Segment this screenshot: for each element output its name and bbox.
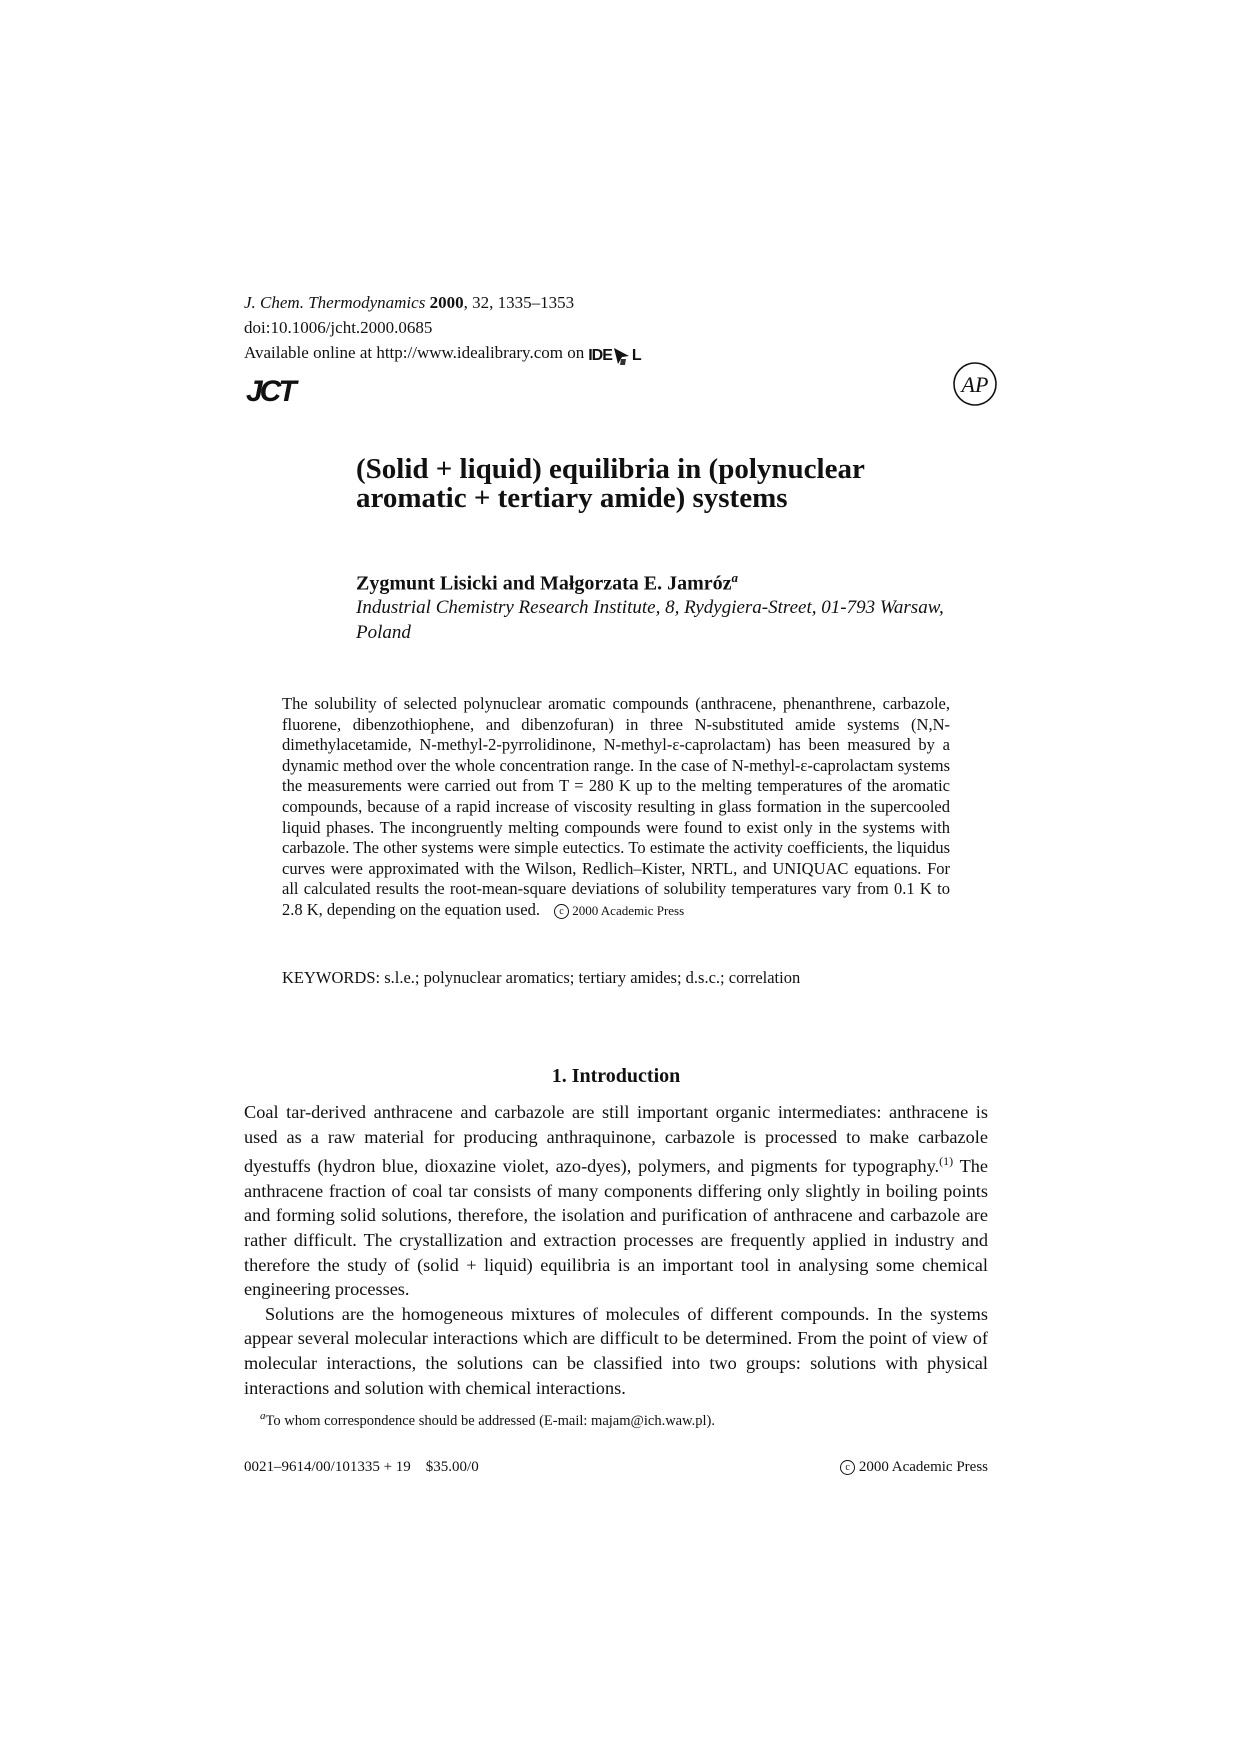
citation-ref[interactable]: (1): [939, 1154, 954, 1169]
footnote-text: To whom correspondence should be addressed (E-mail: majam@ich.waw.pl).: [265, 1412, 715, 1429]
availability-line: [244, 340, 641, 368]
availability-text[interactable]: Available online at http://www.idealibrary.com on: [244, 343, 585, 362]
keywords: KEYWORDS: s.l.e.; polynuclear aromatics; tertiary amides; d.s.c.; correlation: [282, 968, 801, 987]
affiliation: Industrial Chemistry Research Institute, 8, Rydygiera-Street, 01-793 Warsaw, Poland: [356, 597, 944, 643]
svg-text:AP: AP: [961, 372, 989, 397]
footer-copyright: [826, 1457, 988, 1477]
copyright-icon: c: [840, 1460, 855, 1475]
academic-press-logo: [952, 361, 998, 407]
doi[interactable]: doi:10.1006/jcht.2000.0685: [244, 318, 433, 337]
paragraph: Coal tar-derived anthracene and carbazole are still important organic intermediates: anthracene is used as a raw material for producing anthraquinone, carbazole is processed to make carbazole dyestuffs (hydron blue, dioxazine violet, azo-dyes), polymers, and pigments for typography.$^{(1)}$ The anthracene fraction of coal tar consists of many components differing only slightly in boiling points and forming solid solutions, therefore, the isolation and purification of anthracene and carbazole are rather difficult. The crystallization and extraction processes are frequently applied in industry and therefore the study of (solid + liquid) equilibria is an important tool in analysing some chemical engineering processes.: [244, 1102, 988, 1300]
ideal-cursor-icon: [613, 346, 631, 366]
section-heading: 1. Introduction: [551, 1065, 681, 1087]
copyright-icon: c: [554, 904, 569, 919]
paragraph: Solutions are the homogeneous mixtures of molecules of different compounds. In the systems appear several molecular interactions which are difficult to be determined. From the point of view of molecular interactions, the solutions can be classified into two groups: solutions with physical interactions and solution with chemical interactions.: [244, 1303, 988, 1398]
footnote: [260, 1406, 715, 1431]
jct-logo: JCT: [246, 375, 294, 408]
footnote-mark: a: [260, 1410, 266, 1422]
footer-code: 0021–9614/00/101335 + 19 $35.00/0: [244, 1459, 479, 1475]
author-footnote-mark: a: [731, 570, 739, 585]
journal-name: J. Chem. Thermodynamics: [244, 293, 426, 312]
footer-copyright-text: 2000 Academic Press: [858, 1459, 988, 1475]
authors: [356, 565, 738, 597]
title-line-1: (Solid + liquid) equilibria in (polynuclear: [356, 453, 865, 485]
journal-year: 2000: [429, 293, 464, 312]
paper-title: [356, 455, 996, 513]
journal-citation: [244, 290, 574, 315]
ideal-logo: IDE L: [588, 347, 641, 364]
abstract: [282, 694, 950, 922]
abstract-copyright-text: 2000 Academic Press: [572, 902, 685, 918]
title-line-2: aromatic + tertiary amide) systems: [356, 482, 788, 514]
abstract-text: The solubility of selected polynuclear aromatic compounds (anthracene, phenanthrene, carbazole, fluorene, dibenzothiophene, and dibenzofuran) in three N-substituted amide systems (N,N-dimethylacetamide, N-methyl-2-pyrrolidinone, N-methyl-ε-caprolactam) has been measured by a dynamic method over the whole concentration range. In the case of N-methyl-ε-caprolactam systems the measurements were carried out from T = 280 K up to the melting temperatures of the aromatic compounds, because of a rapid increase of viscosity resulting in glass formation in the supercooled liquid phases. The incongruently melting compounds were found to exist only in the systems with carbazole. The other systems were simple eutectics. To estimate the activity coefficients, the liquidus curves were approximated with the Wilson, Redlich–Kister, NRTL, and UNIQUAC equations. For all calculated results the root-mean-square deviations of solubility temperatures vary from 0.1 K to 2.8 K, depending on the equation used.: [282, 694, 950, 919]
author-names: Zygmunt Lisicki and Małgorzata E. Jamróz: [356, 572, 732, 595]
section-body: [244, 1100, 988, 1400]
journal-volume-pages: , 32, 1335–1353: [463, 293, 575, 312]
abstract-copyright: [554, 903, 684, 918]
